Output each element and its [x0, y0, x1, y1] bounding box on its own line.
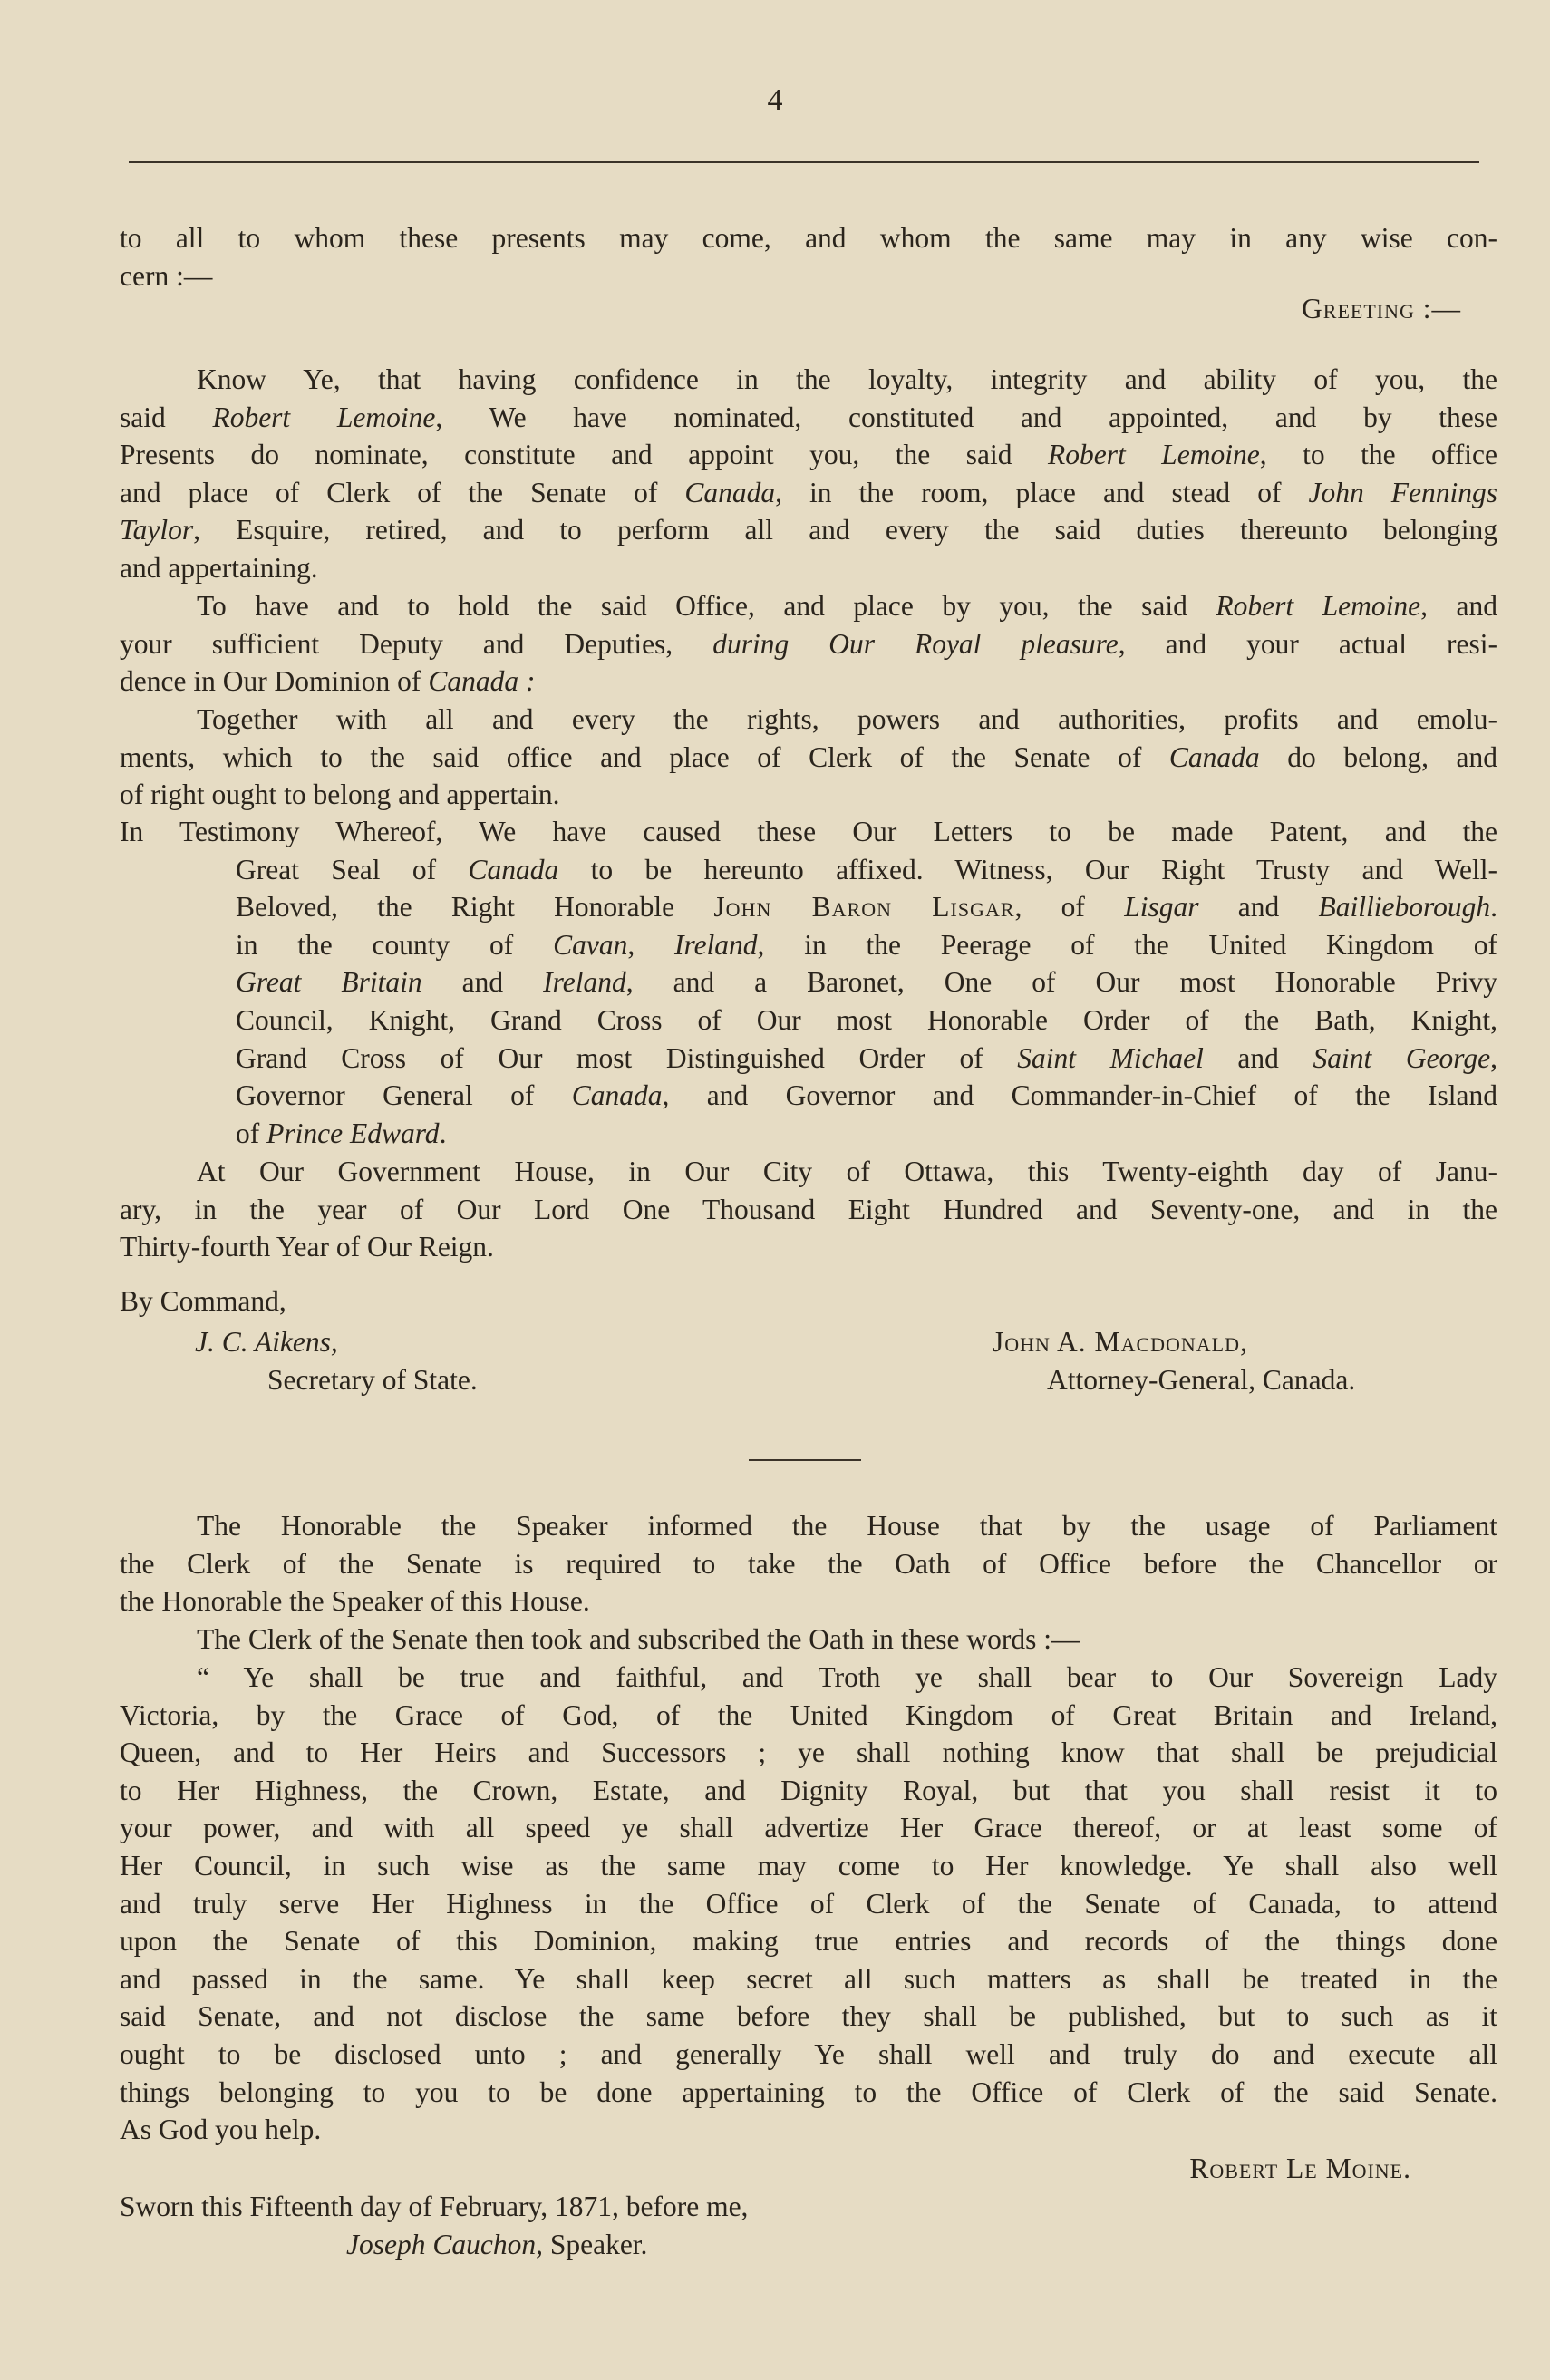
sworn-statement [120, 2188, 748, 2263]
text-line: Taylor, Esquire, retired, and to perform all and every the said duties thereunto belonging [120, 514, 1497, 547]
commission-opening [120, 219, 1497, 295]
text-line: of right ought to belong and appertain. [120, 779, 560, 811]
attorney-title: Attorney-General, Canada. [1047, 1363, 1356, 1396]
secretary-title: Secretary of State. [267, 1363, 478, 1396]
header-rule-top [129, 161, 1479, 163]
sworn-text: Sworn this Fifteenth day of February, 1871, before me, [120, 2191, 749, 2222]
commission-paragraph-3 [120, 701, 1497, 814]
attorney-signature [993, 1323, 1355, 1398]
section-separator [749, 1459, 861, 1461]
by-command-text: By Command, [120, 1285, 286, 1317]
secretary-name: J. C. Aikens, [195, 1326, 338, 1358]
text-line: of Prince Edward. [236, 1117, 447, 1149]
text-line: The Clerk of the Senate then took and subscribed the Oath in these words :— [197, 1623, 1080, 1655]
text-line: Governor General of Canada, and Governor and Commander-in-Chief of the Island [236, 1079, 1497, 1112]
text-line: Presents do nominate, constitute and appoint you, the said Robert Lemoine, to the office [120, 439, 1497, 471]
oath-intro [120, 1507, 1497, 1621]
text-line: cern :— [120, 259, 213, 292]
text-line: Victoria, by the Grace of God, of the United Kingdom of Great Britain and Ireland, [120, 1698, 1497, 1731]
text-line: to Her Highness, the Crown, Estate, and Dignity Royal, but that you shall resist it to [120, 1774, 1497, 1806]
text-line: Beloved, the Right Honorable John Baron Lisgar, of Lisgar and Baillieborough. [236, 891, 1497, 924]
text-line: At Our Government House, in Our City of Ottawa, this Twenty-eighth day of Janu- [197, 1156, 1497, 1187]
oath-signatory [120, 2150, 1411, 2188]
greeting-text: Greeting :— [1302, 293, 1461, 324]
text-line: and place of Clerk of the Senate of Canada, in the room, place and stead of John Fennings [120, 476, 1497, 508]
dated-clause [120, 1153, 1497, 1266]
text-line: ought to be disclosed unto ; and generally Ye shall well and truly do and execute all [120, 2037, 1497, 2070]
text-line: dence in Our Dominion of Canada : [120, 665, 536, 698]
text-line: Great Britain and Ireland, and a Baronet, One of Our most Honorable Privy [236, 966, 1498, 999]
text-line: the Honorable the Speaker of this House. [120, 1585, 590, 1618]
text-line: “ Ye shall be true and faithful, and Troth ye shall bear to Our Sovereign Lady [197, 1661, 1497, 1693]
text-line: your sufficient Deputy and Deputies, during Our Royal pleasure, and your actual resi- [120, 627, 1498, 660]
commission-paragraph-1 [120, 361, 1497, 587]
text-line: and passed in the same. Ye shall keep secret all such matters as shall be treated in the [120, 1962, 1497, 1995]
commission-paragraph-2 [120, 587, 1497, 701]
text-line: Council, Knight, Grand Cross of Our most Honorable Order of the Bath, Knight, [236, 1003, 1497, 1036]
text-line: Great Seal of Canada to be hereunto affixed. Witness, Our Right Trusty and Well- [236, 853, 1497, 885]
speaker-name: Joseph Cauchon, [346, 2228, 543, 2260]
text-line: Thirty-fourth Year of Our Reign. [120, 1231, 494, 1263]
text-line: and appertaining. [120, 551, 318, 584]
secretary-signature [195, 1323, 478, 1398]
text-line: in the county of Cavan, Ireland, in the Peerage of the United Kingdom of [236, 928, 1497, 961]
text-line: In Testimony Whereof, We have caused these Our Letters to be made Patent, and the [120, 816, 1497, 847]
oath-took [120, 1621, 1497, 1659]
text-line: to all to whom these presents may come, and whom the same may in any wise con- [120, 222, 1497, 254]
text-line: things belonging to you to be done appertaining to the Office of Clerk of the said Senate. [120, 2075, 1497, 2108]
testimony-clause [120, 813, 1497, 1152]
text-line: your power, and with all speed ye shall advertize Her Grace thereof, or at least some of [120, 1812, 1497, 1844]
by-command [120, 1285, 286, 1318]
oath-text [120, 1659, 1497, 2149]
text-line: and truly serve Her Highness in the Office of Clerk of the Senate of Canada, to attend [120, 1887, 1497, 1920]
text-line: Together with all and every the rights, powers and authorities, profits and emolu- [197, 703, 1497, 735]
text-line: The Honorable the Speaker informed the House that by the usage of Parliament [197, 1510, 1497, 1542]
text-line: Queen, and to Her Heirs and Successors ; ye shall nothing know that shall be prejudicial [120, 1737, 1497, 1769]
text-line: the Clerk of the Senate is required to take the Oath of Office before the Chancellor or [120, 1547, 1497, 1580]
text-line: said Senate, and not disclose the same before they shall be published, but to such as it [120, 2000, 1497, 2033]
greeting [120, 290, 1461, 328]
text-line: ary, in the year of Our Lord One Thousand Eight Hundred and Seventy-one, and in the [120, 1193, 1497, 1225]
text-line: upon the Senate of this Dominion, making true entries and records of the things done [120, 1925, 1497, 1958]
text-line: As God you help. [120, 2114, 322, 2146]
text-line: ments, which to the said office and place of Clerk of the Senate of Canada do belong, and [120, 740, 1498, 773]
attorney-name: John A. Macdonald, [993, 1326, 1248, 1358]
text-line: Grand Cross of Our most Distinguished Order of Saint Michael and Saint George, [236, 1041, 1497, 1074]
signatory-name: Robert Le Moine. [1189, 2153, 1411, 2184]
text-line: Her Council, in such wise as the same may come to Her knowledge. Ye shall also well [120, 1849, 1497, 1882]
page-number: 4 [767, 83, 783, 117]
speaker-title: Speaker. [549, 2228, 648, 2260]
text-line: said Robert Lemoine, We have nominated, constituted and appointed, and by these [120, 401, 1497, 433]
text-line: Know Ye, that having confidence in the loyalty, integrity and ability of you, the [197, 363, 1497, 395]
text-line: To have and to hold the said Office, and place by you, the said Robert Lemoine, and [197, 590, 1497, 622]
